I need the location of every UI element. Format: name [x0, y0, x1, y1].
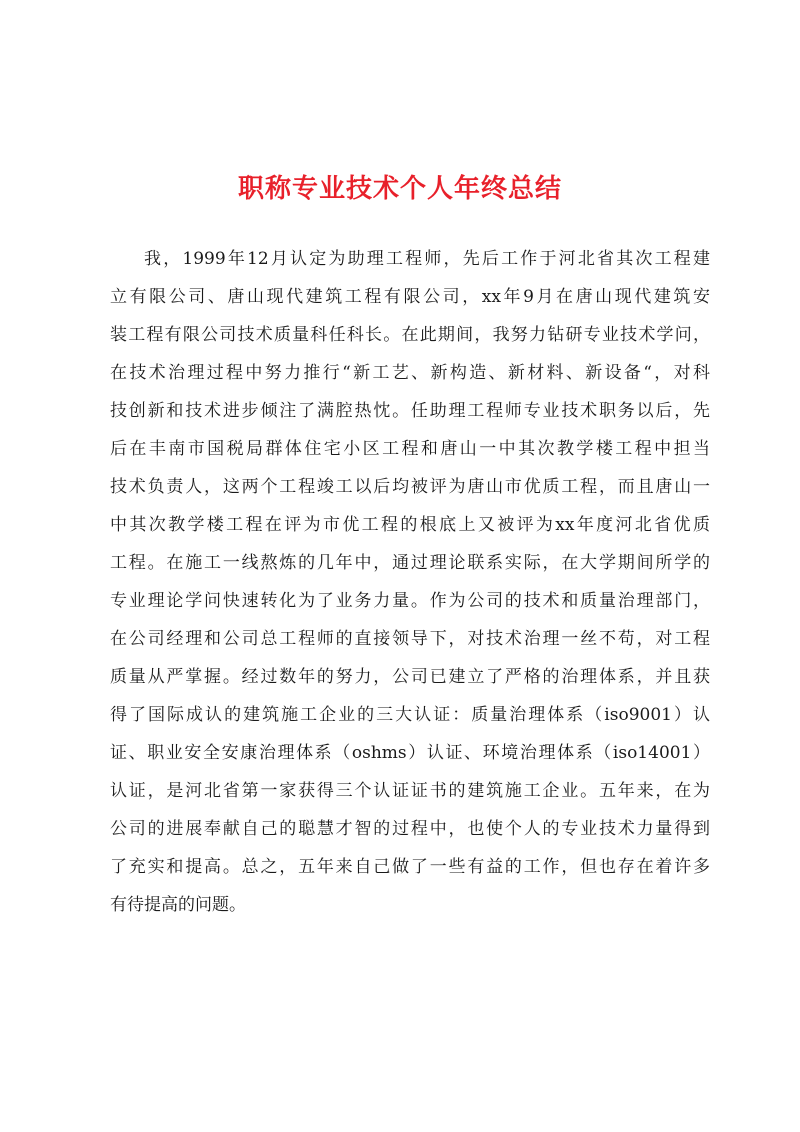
- paragraph-line: 质量从严掌握。经过数年的努力，公司已建立了严格的治理体系，并且获: [110, 667, 710, 687]
- body-paragraph: [110, 240, 710, 924]
- paragraph-line: 装工程有限公司技术质量科任科长。在此期间，我努力钻研专业技术学问，: [110, 325, 710, 345]
- paragraph-line: 证、职业安全安康治理体系（oshms）认证、环境治理体系（iso14001）: [110, 743, 710, 763]
- document-title: 职称专业技术个人年终总结: [237, 174, 562, 204]
- paragraph-line: 认证，是河北省第一家获得三个认证证书的建筑施工企业。五年来，在为: [110, 781, 710, 801]
- paragraph-line: 得了国际成认的建筑施工企业的三大认证：质量治理体系（iso9001）认: [110, 705, 710, 725]
- paragraph-line: 立有限公司、唐山现代建筑工程有限公司，xx年9月在唐山现代建筑安: [110, 287, 710, 307]
- paragraph-line: 在公司经理和公司总工程师的直接领导下，对技术治理一丝不苟，对工程: [110, 629, 710, 649]
- paragraph-line: 中其次教学楼工程在评为市优工程的根底上又被评为xx年度河北省优质: [110, 515, 710, 535]
- paragraph-line: 了充实和提高。总之，五年来自己做了一些有益的工作，但也存在着许多: [110, 857, 710, 877]
- paragraph-line: 技术负责人，这两个工程竣工以后均被评为唐山市优质工程，而且唐山一: [110, 477, 710, 497]
- paragraph-line: 工程。在施工一线熬炼的几年中，通过理论联系实际，在大学期间所学的: [110, 553, 710, 573]
- paragraph-line: 公司的进展奉献自己的聪慧才智的过程中，也使个人的专业技术力量得到: [110, 819, 710, 839]
- paragraph-line: 技创新和技术进步倾注了满腔热忱。任助理工程师专业技术职务以后，先: [110, 401, 710, 421]
- paragraph-line: 专业理论学问快速转化为了业务力量。作为公司的技术和质量治理部门，: [110, 591, 710, 611]
- paragraph-line: 我，1999年12月认定为助理工程师，先后工作于河北省其次工程建: [144, 249, 710, 269]
- paragraph-line: 有待提高的问题。: [110, 895, 246, 915]
- paragraph-line: 在技术治理过程中努力推行“新工艺、新构造、新材料、新设备“，对科: [110, 363, 710, 383]
- paragraph-line: 后在丰南市国税局群体住宅小区工程和唐山一中其次教学楼工程中担当: [110, 439, 710, 459]
